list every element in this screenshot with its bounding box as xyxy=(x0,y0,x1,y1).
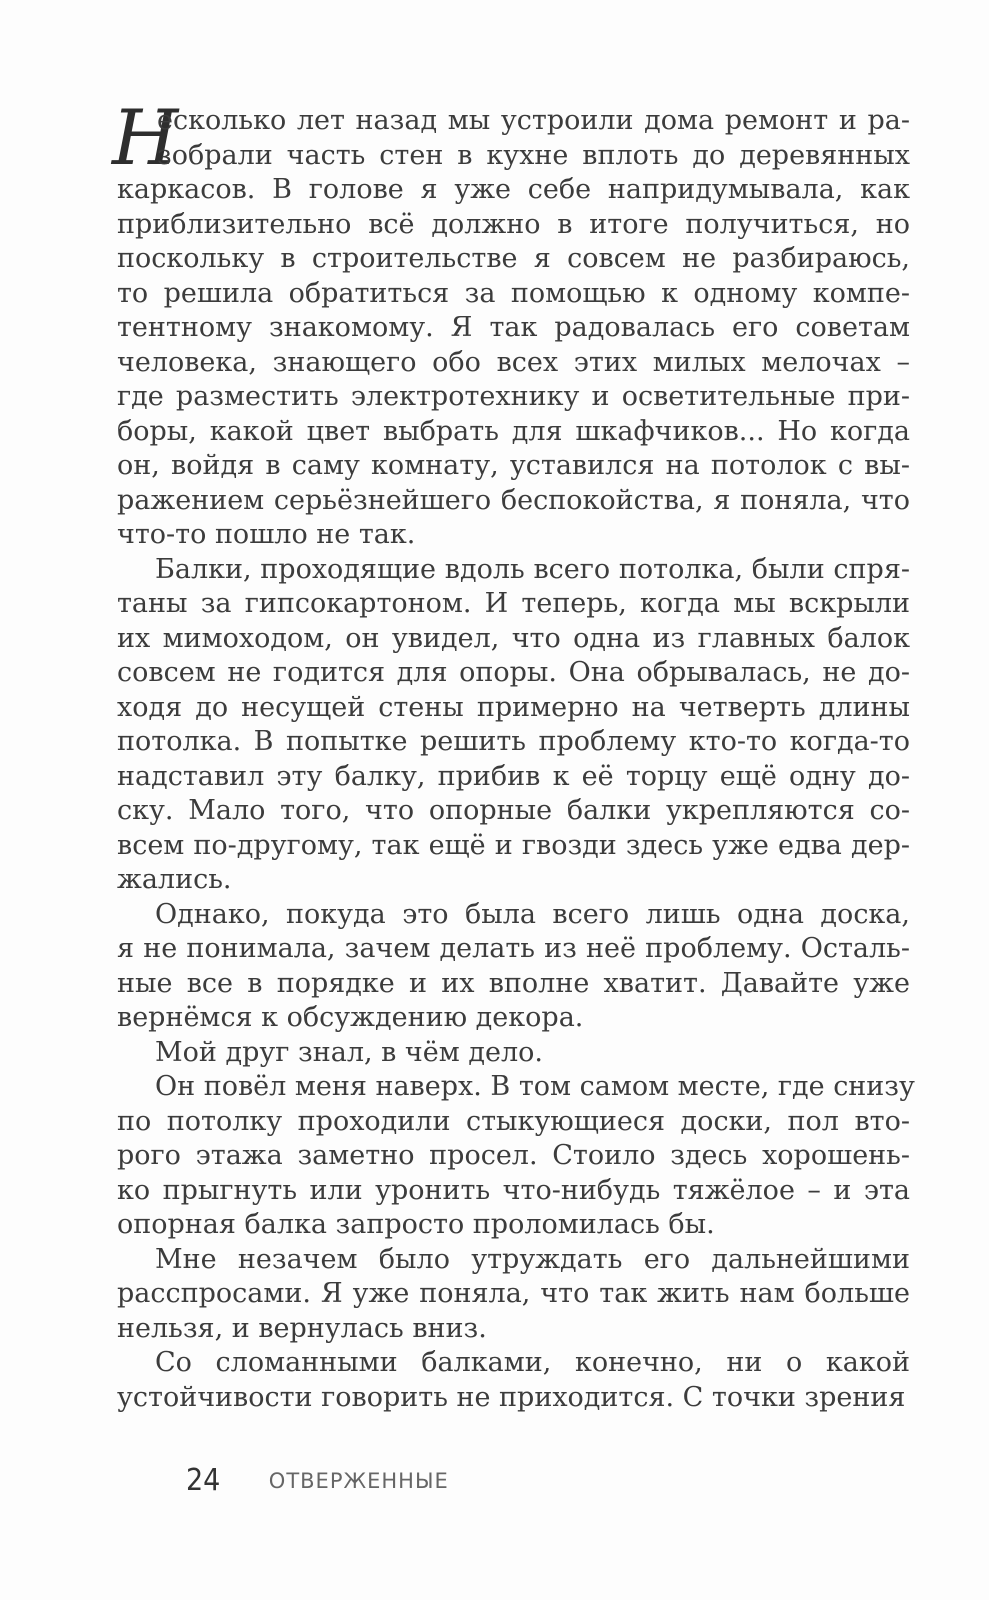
text-line: Со сломанными балками, конечно, ни о какой xyxy=(155,1347,910,1378)
text-line: тентному знакомому. Я так радовалась его советам xyxy=(117,312,910,343)
running-head: ОТВЕРЖЕННЫЕ xyxy=(268,1468,449,1493)
text-line: ные все в порядке и их вполне хватит. Давайте уже xyxy=(117,967,910,999)
page-number: 24 xyxy=(186,1463,221,1498)
drop-cap: Н xyxy=(112,93,179,182)
text-line: ражением серьёзнейшего беспокойства, я поняла, что xyxy=(117,484,910,516)
text-line: есколько лет назад мы устроили дома ремонт и ра- xyxy=(157,105,910,136)
text-line: поскольку в строительстве я совсем не разбираюсь, xyxy=(117,243,910,274)
text-line: по потолку проходили стыкующиеся доски, пол вто- xyxy=(117,1105,910,1137)
paragraph xyxy=(117,104,910,553)
text-line: Балки, проходящие вдоль всего потолка, были спря- xyxy=(155,553,910,585)
text-line: зобрали часть стен в кухне вплоть до деревянных xyxy=(157,139,910,171)
text-line: каркасов. В голове я уже себе напридумывала, как xyxy=(117,174,910,205)
text-line: Он повёл меня наверх. В том самом месте, где снизу xyxy=(155,1071,915,1102)
text-line: где разместить электротехнику и осветительные при- xyxy=(117,381,910,412)
body-text xyxy=(117,104,915,1415)
text-line: жались. xyxy=(117,864,232,895)
text-line: что-то пошло не так. xyxy=(117,519,416,550)
text-line: нельзя, и вернулась вниз. xyxy=(117,1312,487,1344)
paragraph xyxy=(117,1070,915,1243)
text-line: Мой друг знал, в чём дело. xyxy=(155,1036,543,1068)
text-line: Мне незачем было утруждать его дальнейшими xyxy=(155,1243,910,1275)
text-line: приблизительно всё должно в итоге получиться, но xyxy=(117,208,910,240)
text-line: рого этажа заметно просел. Стоило здесь хорошень- xyxy=(117,1140,910,1171)
text-line: ходя до несущей стены примерно на четверть длины xyxy=(117,691,910,723)
text-line: боры, какой цвет выбрать для шкафчиков... Но когда xyxy=(117,415,910,447)
text-line: всем по-другому, так ещё и гвозди здесь уже едва дер- xyxy=(117,829,910,861)
text-line: ко прыгнуть или уронить что-нибудь тяжёлое – и эта xyxy=(117,1174,910,1206)
paragraph xyxy=(117,1346,910,1415)
text-line: таны за гипсокартоном. И теперь, когда мы вскрыли xyxy=(117,588,910,619)
text-line: я не понимала, зачем делать из неё проблему. Осталь- xyxy=(117,933,910,964)
paragraph xyxy=(117,553,910,898)
text-line: потолка. В попытке решить проблему кто-то когда-то xyxy=(117,726,910,757)
text-line: то решила обратиться за помощью к одному компе- xyxy=(117,277,910,309)
text-line: человека, знающего обо всех этих милых мелочах – xyxy=(117,346,910,378)
page-footer xyxy=(186,1463,449,1498)
paragraph xyxy=(117,1036,910,1071)
paragraph xyxy=(117,1243,910,1347)
text-line: Однако, покуда это была всего лишь одна доска, xyxy=(155,898,910,930)
paragraph xyxy=(117,898,910,1036)
text-line: он, войдя в саму комнату, уставился на потолок с вы- xyxy=(117,450,910,481)
text-line: устойчивости говорить не приходится. С точки зрения xyxy=(117,1381,906,1413)
text-line: надставил эту балку, прибив к её торцу ещё одну до- xyxy=(117,760,910,792)
text-line: расспросами. Я уже поняла, что так жить нам больше xyxy=(117,1278,910,1309)
text-line: ску. Мало того, что опорные балки укрепляются со- xyxy=(117,795,910,826)
text-line: совсем не годится для опоры. Она обрывалась, не до- xyxy=(117,657,910,688)
text-line: их мимоходом, он увидел, что одна из главных балок xyxy=(117,622,910,654)
text-line: вернёмся к обсуждению декора. xyxy=(117,1002,584,1033)
text-line: опорная балка запросто проломилась бы. xyxy=(117,1209,715,1240)
